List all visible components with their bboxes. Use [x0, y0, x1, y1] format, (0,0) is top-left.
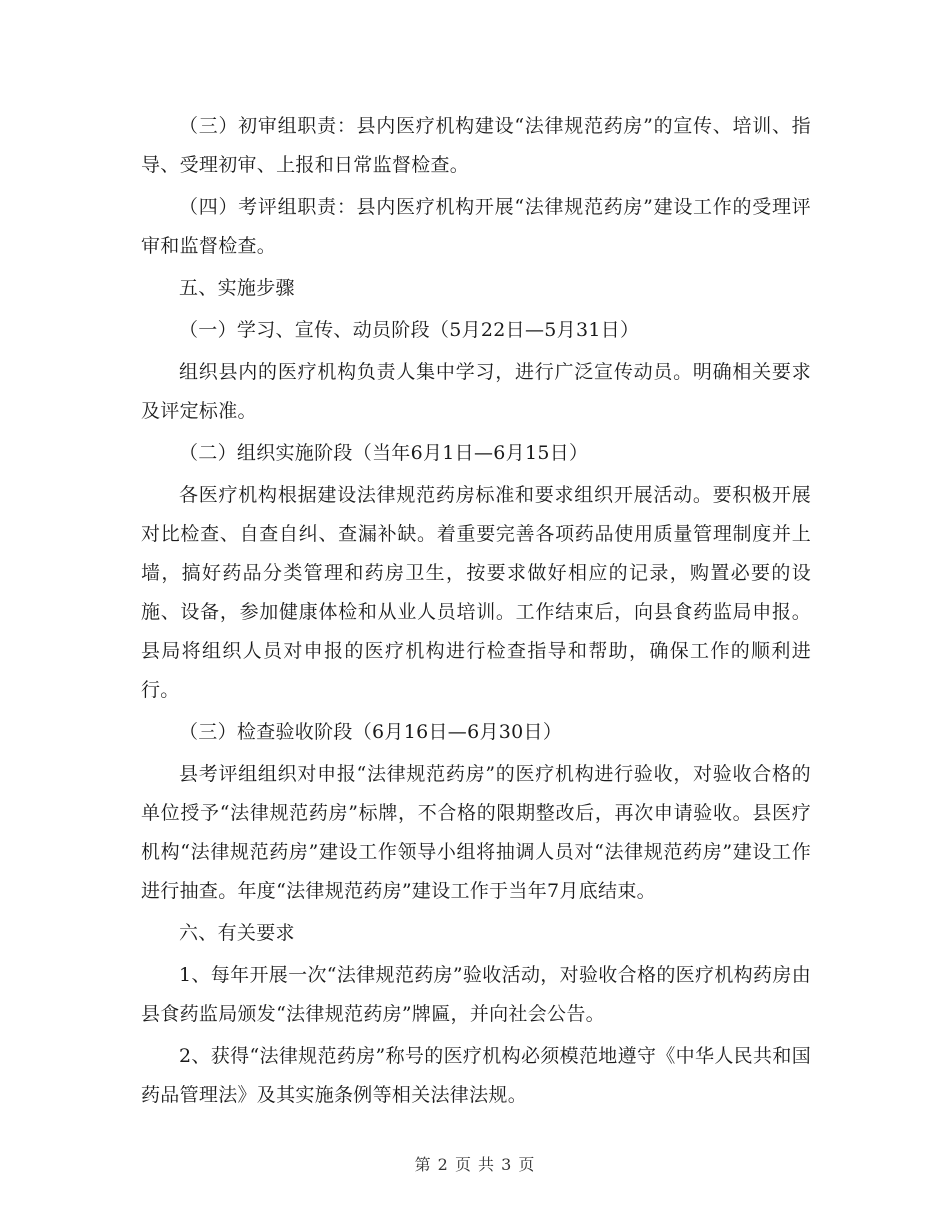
- paragraph-requirement-2: 2、获得“法律规范药房”称号的医疗机构必须模范地遵守《中华人民共和国药品管理法》及其实施条例等相关法律法规。: [141, 1045, 811, 1106]
- paragraph-inspection-stage: 县考评组组织对申报“法律规范药房”的医疗机构进行验收，对验收合格的单位授予“法律规范药房”标牌，不合格的限期整改后，再次申请验收。县医疗机构“法律规范药房”建设工作领导小组将抽调人员对“法律规范药房”建设工作进行抽查。年度“法律规范药房”建设工作于当年7月底结束。: [141, 763, 811, 902]
- section-heading-implementation-steps: 五、实施步骤: [179, 277, 295, 299]
- subheading-inspection-stage: （三）检查验收阶段（6月16日—6月30日）: [179, 721, 563, 743]
- subheading-implementation-stage: （二）组织实施阶段（当年6月1日—6月15日）: [179, 442, 589, 464]
- paragraph-initial-review-duties: （三）初审组职责：县内医疗机构建设“法律规范药房”的宣传、培训、指导、受理初审、上报和日常监督检查。: [141, 115, 811, 176]
- paragraph-requirement-1: 1、每年开展一次“法律规范药房”验收活动，对验收合格的医疗机构药房由县食药监局颁发“法律规范药房”牌匾，并向社会公告。: [141, 964, 811, 1025]
- paragraph-implementation-stage: 各医疗机构根据建设法律规范药房标准和要求组织开展活动。要积极开展对比检查、自查自纠、查漏补缺。着重要完善各项药品使用质量管理制度并上墙，搞好药品分类管理和药房卫生，按要求做好相应的记录，购置必要的设施、设备，参加健康体检和从业人员培训。工作结束后，向县食药监局申报。县局将组织人员对申报的医疗机构进行检查指导和帮助，确保工作的顺利进行。: [141, 484, 811, 701]
- page-number-footer: 第 2 页 共 3 页: [414, 1155, 536, 1174]
- document-body: [141, 107, 811, 1118]
- section-heading-requirements: 六、有关要求: [179, 922, 295, 944]
- paragraph-study-stage: 组织县内的医疗机构负责人集中学习，进行广泛宣传动员。明确相关要求及评定标准。: [141, 361, 811, 422]
- subheading-study-stage: （一）学习、宣传、动员阶段（5月22日—5月31日）: [179, 319, 640, 341]
- paragraph-evaluation-duties: （四）考评组职责：县内医疗机构开展“法律规范药房”建设工作的受理评审和监督检查。: [141, 196, 811, 257]
